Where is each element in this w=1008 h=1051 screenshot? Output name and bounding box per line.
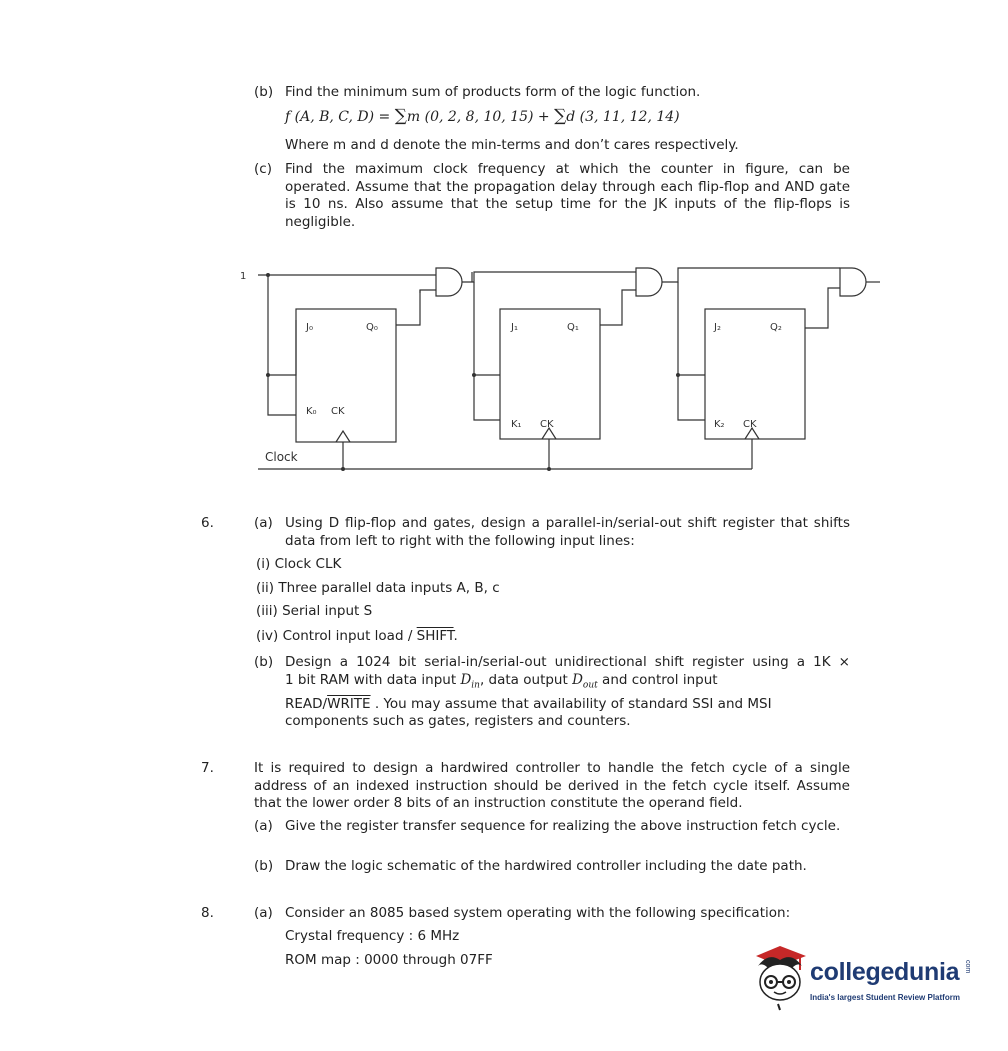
input-one-label: 1 <box>240 271 247 282</box>
collegedunia-logo <box>748 944 988 1024</box>
q6-number: 6. <box>201 515 214 531</box>
iv-suffix: . <box>453 628 458 644</box>
q8-a-text: Consider an 8085 based system operating with the following specification: <box>285 905 791 921</box>
q8-a-label: (a) <box>254 905 273 921</box>
q7-a-text: Give the register transfer sequence for realizing the above instruction fetch cycle. <box>285 818 841 834</box>
dout-symbol: D <box>572 672 583 688</box>
din-subscript: in <box>471 680 480 691</box>
q6-item-iii: (iii) Serial input S <box>256 603 373 619</box>
mascot-icon <box>748 944 810 1016</box>
q6-b-line1: Design a 1024 bit serial-in/serial-out unidirectional shift register using a 1K × <box>285 654 850 670</box>
ff0-k-label: K₀ <box>306 406 317 417</box>
input-one-line <box>258 275 296 415</box>
din-symbol: D <box>460 672 472 688</box>
ff1-j-label: J₁ <box>511 322 518 333</box>
and-gate-1 <box>436 268 462 296</box>
q7-number: 7. <box>201 760 214 776</box>
formula-dontcares: d (3, 11, 12, 14) <box>566 109 680 125</box>
q6-b-label: (b) <box>254 654 274 670</box>
dout-subscript: out <box>582 680 598 691</box>
q5-where-text: Where m and d denote the min-terms and don’t cares respectively. <box>285 137 739 153</box>
q1-to-and2 <box>600 290 636 325</box>
iv-shift-overline: SHIFT <box>416 628 454 644</box>
b-line2-c: and control input <box>597 672 718 688</box>
iv-prefix: (iv) Control input load / <box>256 628 417 644</box>
logo-wordmark: collegedunia <box>810 958 960 986</box>
q5-b-text: Find the minimum sum of products form of the logic function. <box>285 84 701 100</box>
q6-item-ii: (ii) Three parallel data inputs A, B, c <box>256 580 500 596</box>
ff2-q-label: Q₂ <box>770 322 782 333</box>
formula-lhs: f (A, B, C, D) = <box>285 109 395 125</box>
and1-to-k1 <box>474 282 500 420</box>
q7-a-label: (a) <box>254 818 273 834</box>
ff1-k-label: K₁ <box>511 419 522 430</box>
q7-text: It is required to design a hardwired controller to handle the fetch cycle of a single address of an indexed instruction should be derived in the fetch cycle itself. Assume that the lower order 8 bits of an instruction constitute the operand field. <box>254 760 850 811</box>
jk-counter-circuit <box>0 0 1008 500</box>
and1-output <box>462 272 636 282</box>
q5-c-text: Find the maximum clock frequency at which the counter in figure, can be operated. Assume that the propagation delay through each flip-flop and AND gate is 10 ns. Also assume that the setup time for the JK inputs of the flip-flops is negligible. <box>285 161 850 230</box>
q5-b-label: (b) <box>254 84 274 100</box>
q0-to-and1 <box>396 290 436 325</box>
q8-number: 8. <box>201 905 214 921</box>
ff1-ck-label: CK <box>540 419 554 430</box>
ff2-ck-label: CK <box>743 419 757 430</box>
logo-tagline: India's largest Student Review Platform <box>810 993 960 1002</box>
q6-b-line4: components such as gates, registers and counters. <box>285 713 631 729</box>
q8-crystal: Crystal frequency : 6 MHz <box>285 928 460 944</box>
and-gate-2 <box>636 268 662 296</box>
write-overline: WRITE <box>327 696 371 712</box>
ff2-k-label: K₂ <box>714 419 725 430</box>
ff0-q-label: Q₀ <box>366 322 378 333</box>
ff1-q-label: Q₁ <box>567 322 579 333</box>
ff0-j-label: J₀ <box>306 322 313 333</box>
q2-to-and3 <box>805 288 840 328</box>
q5-c-label: (c) <box>254 161 272 177</box>
sigma-symbol: ∑ <box>554 106 567 126</box>
b-line3-a: READ/ <box>285 696 328 712</box>
and2-output <box>662 268 840 282</box>
and-gate-3 <box>840 268 866 296</box>
sigma-symbol: ∑ <box>394 106 407 126</box>
q6-a-label: (a) <box>254 515 273 531</box>
logo-com: com <box>964 960 971 974</box>
ff0-ck-label: CK <box>331 406 345 417</box>
q6-item-i: (i) Clock CLK <box>256 556 342 572</box>
j0-tie <box>268 320 296 375</box>
b-line2-a: 1 bit RAM with data input <box>285 672 461 688</box>
q6-item-iv <box>256 628 458 644</box>
q6-a-text: Using D flip-flop and gates, design a parallel-in/serial-out shift register that shifts data from left to right with the following input lines: <box>285 515 850 549</box>
clock-label: Clock <box>265 450 298 464</box>
ck-triangle-0 <box>336 431 350 442</box>
and2-to-k2 <box>678 282 705 420</box>
ff2-j-label: J₂ <box>714 322 721 333</box>
q7-b-text: Draw the logic schematic of the hardwired controller including the date path. <box>285 858 807 874</box>
q7-b-label: (b) <box>254 858 274 874</box>
formula-minterms: m (0, 2, 8, 10, 15) + <box>406 109 555 125</box>
q6-b-line2 <box>285 672 718 691</box>
q8-rom: ROM map : 0000 through 07FF <box>285 952 493 968</box>
b-line3-b: . You may assume that availability of standard SSI and MSI <box>370 696 772 712</box>
b-line2-b: , data output <box>479 672 573 688</box>
q6-b-line3 <box>285 696 772 712</box>
